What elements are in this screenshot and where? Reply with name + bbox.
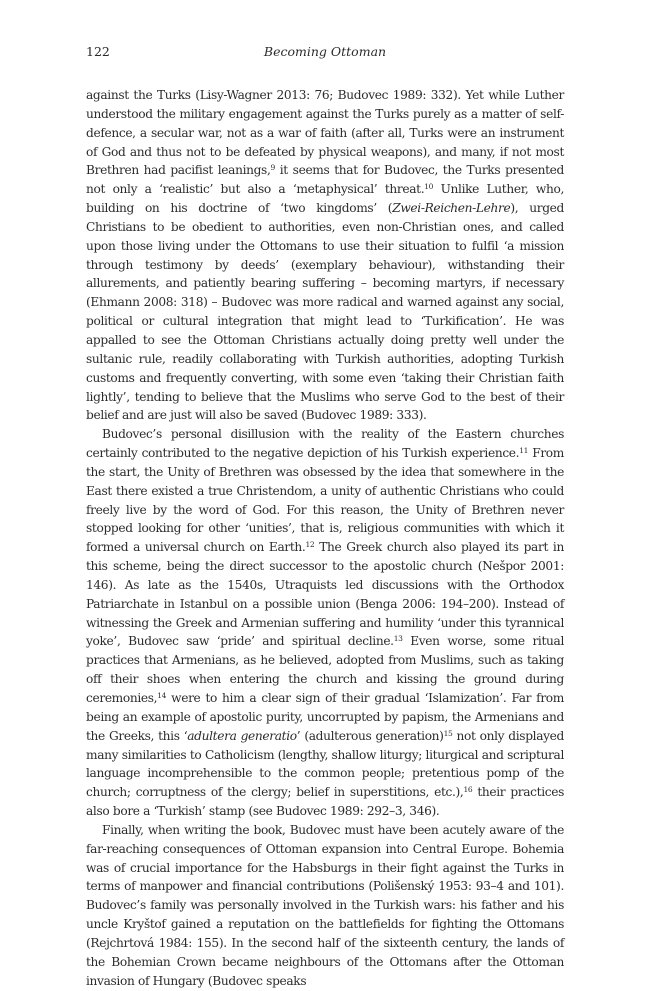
footnote-ref: 13 xyxy=(393,634,403,644)
footnote-ref: 16 xyxy=(463,785,473,795)
paragraph-1 xyxy=(86,86,564,425)
italic-term: adultera generatio xyxy=(187,728,297,743)
paragraph-2 xyxy=(86,425,564,821)
footnote-ref: 9 xyxy=(270,163,275,173)
text-run: Unlike Luther, who, building on his doctrine of ‘two kingdoms’ ( xyxy=(86,182,564,216)
footnote-ref: 10 xyxy=(424,182,434,192)
text-run: ), urged Christians to be obedient to authorities, even non-Christian ones, and called upon those living under the Ottomans to use their situation to fulfil ‘a mission through testimony by deeds’ (exemplary behaviour), withstanding their allurements, and patiently bearing suffering – becoming martyrs, if necessary (Ehmann 2008: 318) – Budovec was more radical and warned against any social, political or cultural integration that might lead to ‘Turkification’. He was appalled to see the Ottoman Christians actually doing pretty well under the sultanic rule, readily collaborating with Turkish authorities, adopting Turkish customs and frequently converting, with some even ‘taking their Christian faith lightly’, tending to believe that the Muslims who serve God to the best of their belief and are just will also be saved (Budovec 1989: 333). xyxy=(86,201,564,423)
footnote-ref: 12 xyxy=(305,540,315,550)
footnote-ref: 14 xyxy=(157,691,167,700)
footnote-ref: 15 xyxy=(443,728,453,738)
text-run: Finally, when writing the book, Budovec must have been acutely aware of the far-reaching consequences of Ottoman expansion into Central Europe. Bohemia was of crucial importance for the Habsburgs in their fight against the Turks in terms of manpower and financial contributions (Polišenský 1953: 93–4 and 101). Budovec’s family was personally involved in the Turkish wars: his father and his uncle Kryštof gained a reputation on the battlefields for fighting the Ottomans (Rejchrtová 1984: 155). In the second half of the sixteenth century, the lands of the Bohemian Crown became neighbours of the Ottomans after the Ottoman invasion of Hungary (Budovec speaks xyxy=(86,822,564,988)
text-run: were to him a clear sign of their gradual ‘Islamization’. Far from being an example of apostolic purity, uncorrupted by papism, the Armenians and the Greeks, this ‘ xyxy=(86,691,564,743)
running-title: Becoming Ottoman xyxy=(263,44,387,59)
text-run: it seems that for Budovec, the Turks presented not only a ‘realistic’ but also a ‘metaphysical’ threat. xyxy=(86,163,564,197)
page-number: 122 xyxy=(86,44,110,59)
body-text xyxy=(86,86,564,991)
italic-term: Zwei-Reichen-Lehre xyxy=(392,201,511,216)
text-run: Budovec’s personal disillusion with the reality of the Eastern churches certainly contributed to the negative depiction of his Turkish experience. xyxy=(86,427,564,461)
page-header xyxy=(86,44,564,64)
text-run: Even worse, some ritual practices that Armenians, as he believed, adopted from Muslims, such as taking off their shoes when entering the church and kissing the ground during ceremonies, xyxy=(86,634,564,705)
paragraph-3 xyxy=(86,821,564,991)
text-run: not only displayed many similarities to Catholicism (lengthy, shallow liturgy; liturgical and scriptural language incomprehensible to the common people; pretentious pomp of the church; corruptness of the clergy; belief in superstitions, etc.), xyxy=(86,728,564,800)
text-run: From the start, the Unity of Brethren was obsessed by the idea that somewhere in the East there existed a true Christendom, a unity of authentic Christians who could freely live by the word of God. For this reason, the Unity of Brethren never stopped looking for other ‘unities’, that is, religious communities with which it formed a universal church on Earth. xyxy=(86,446,564,555)
footnote-ref: 11 xyxy=(519,446,529,456)
text-run: against the Turks (Lisy-Wagner 2013: 76; Budovec 1989: 332). Yet while Luther understood the military engagement against the Turks purely as a matter of self-defence, a secular war, not as a war of faith (after all, Turks were an instrument of God and thus not to be defeated by physical weapons), and many, if not most Brethren had pacifist leanings, xyxy=(86,88,564,178)
text-run: their practices also bore a ‘Turkish’ stamp (see Budovec 1989: 292–3, 346). xyxy=(86,785,564,819)
text-run: ’ (adulterous generation) xyxy=(296,728,444,743)
text-run: The Greek church also played its part in this scheme, being the direct successor to the apostolic church (Nešpor 2001: 146). As late as the 1540s, Utraquists led discussions with the Orthodox Patriarchate in Istanbul on a possible union (Benga 2006: 194–200). Instead of witnessing the Greek and Armenian suffering and humility ‘under this tyrannical yoke’, Budovec saw ‘pride’ and spiritual decline. xyxy=(86,540,564,649)
